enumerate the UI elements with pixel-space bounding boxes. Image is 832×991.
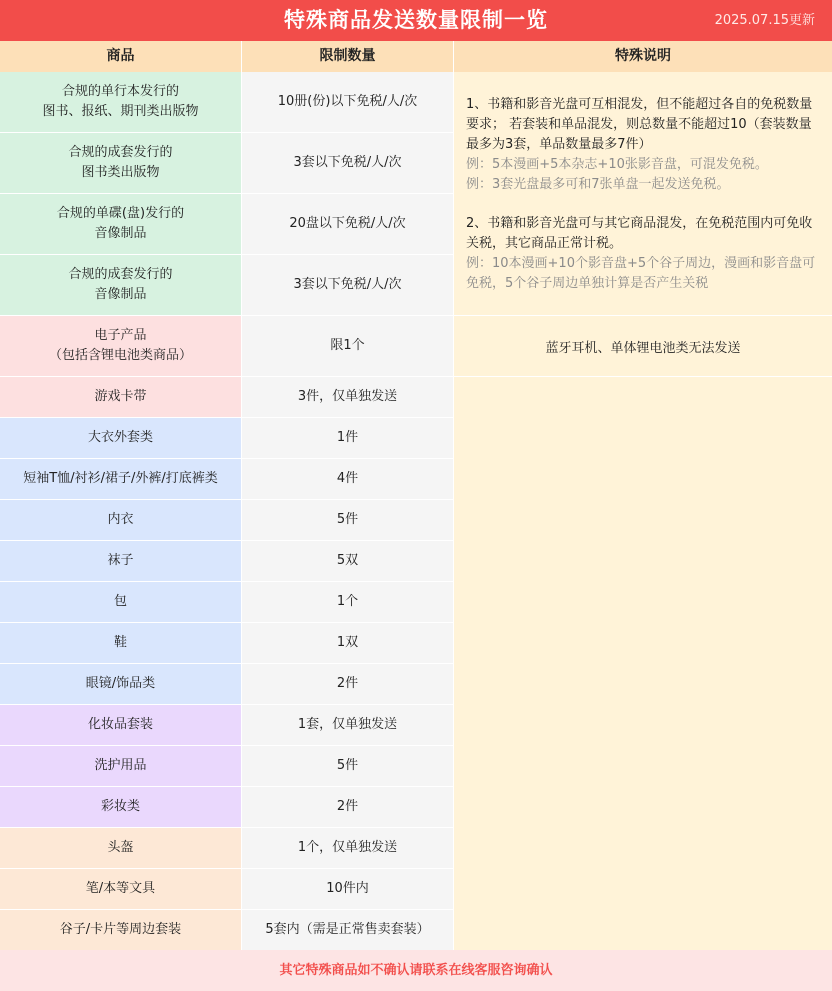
limit-value: 限1个	[242, 316, 453, 376]
notes-divider	[454, 376, 832, 377]
product-name: 包	[0, 582, 241, 622]
limit-value: 10册(份)以下免税/人/次	[242, 72, 453, 132]
product-name: 大衣外套类	[0, 418, 241, 458]
page-title: 特殊商品发送数量限制一览	[284, 8, 548, 32]
product-name: 合规的成套发行的 图书类出版物	[0, 133, 241, 193]
notes-column	[454, 72, 832, 950]
limit-value: 1个，仅单独发送	[242, 828, 453, 868]
table-row	[0, 418, 454, 459]
note-example: 例：5本漫画+5本杂志+10张影音盘，可混发免税。	[466, 157, 768, 172]
product-name: 头盔	[0, 828, 241, 868]
limit-value: 5件	[242, 746, 453, 786]
header-divider	[453, 41, 454, 72]
limit-value: 1件	[242, 418, 453, 458]
table-row	[0, 316, 454, 377]
limit-value: 20盘以下免税/人/次	[242, 194, 453, 254]
table-row	[0, 194, 454, 255]
product-name: 化妆品套装	[0, 705, 241, 745]
table-header	[0, 41, 832, 72]
column-header-product: 商品	[106, 48, 135, 64]
column-header-notes: 特殊说明	[615, 48, 671, 64]
table-row	[0, 623, 454, 664]
product-name: 合规的成套发行的 音像制品	[0, 255, 241, 315]
limit-value: 3套以下免税/人/次	[242, 255, 453, 315]
product-name: 谷子/卡片等周边套装	[0, 910, 241, 950]
product-name: 鞋	[0, 623, 241, 663]
limit-value: 3套以下免税/人/次	[242, 133, 453, 193]
limit-value: 2件	[242, 664, 453, 704]
footer-contact-notice: 其它特殊商品如不确认请联系在线客服咨询确认	[0, 950, 832, 991]
product-name: 短袖T恤/衬衫/裙子/外裤/打底裤类	[0, 459, 241, 499]
product-name: 洗护用品	[0, 746, 241, 786]
note-publication-mix	[466, 95, 824, 195]
table-row	[0, 869, 454, 910]
column-header-limit: 限制数量	[319, 48, 376, 64]
product-name: 彩妆类	[0, 787, 241, 827]
product-name: 内衣	[0, 500, 241, 540]
limit-value: 10件内	[242, 869, 453, 909]
limit-value: 1套，仅单独发送	[242, 705, 453, 745]
update-date: 2025.07.15更新	[714, 13, 815, 28]
table-row	[0, 828, 454, 869]
limit-value: 2件	[242, 787, 453, 827]
table-row	[0, 746, 454, 787]
product-name: 笔/本等文具	[0, 869, 241, 909]
product-name: 合规的单行本发行的 图书、报纸、期刊类出版物	[0, 72, 241, 132]
limit-value: 5件	[242, 500, 453, 540]
product-name: 袜子	[0, 541, 241, 581]
limit-value: 4件	[242, 459, 453, 499]
note-text: 1、书籍和影音光盘可互相混发，但不能超过各自的免税数量要求； 若套装和单品混发，则总数量不能超过10（套装数量最多为3套，单品数量最多7件）	[466, 97, 813, 152]
header-divider	[241, 41, 242, 72]
product-name: 眼镜/饰品类	[0, 664, 241, 704]
table-row	[0, 910, 454, 951]
table-row	[0, 72, 454, 133]
table-row	[0, 255, 454, 316]
table-row	[0, 582, 454, 623]
product-name: 电子产品 （包括含锂电池类商品）	[0, 316, 241, 376]
limit-value: 3件，仅单独发送	[242, 377, 453, 417]
table-row	[0, 500, 454, 541]
table-row	[0, 377, 454, 418]
product-name: 合规的单碟(盘)发行的 音像制品	[0, 194, 241, 254]
table-row	[0, 541, 454, 582]
limit-value: 5套内（需是正常售卖套装）	[242, 910, 453, 950]
table-row	[0, 459, 454, 500]
note-text: 2、书籍和影音光盘可与其它商品混发，在免税范围内可免收关税，其它商品正常计税。	[466, 216, 813, 251]
table-row	[0, 133, 454, 194]
note-mixed-goods	[466, 214, 824, 294]
limit-value: 5双	[242, 541, 453, 581]
table-row	[0, 705, 454, 746]
note-example: 例：10本漫画+10个影音盘+5个谷子周边，漫画和影音盘可免税，5个谷子周边单独计算是否产生关税	[466, 256, 816, 291]
title-bar	[0, 0, 832, 41]
limit-value: 1双	[242, 623, 453, 663]
note-example: 例：3套光盘最多可和7张单盘一起发送免税。	[466, 177, 730, 192]
table-row	[0, 664, 454, 705]
table-row	[0, 787, 454, 828]
note-electronics: 蓝牙耳机、单体锂电池类无法发送	[545, 340, 741, 356]
limit-value: 1个	[242, 582, 453, 622]
product-name: 游戏卡带	[0, 377, 241, 417]
